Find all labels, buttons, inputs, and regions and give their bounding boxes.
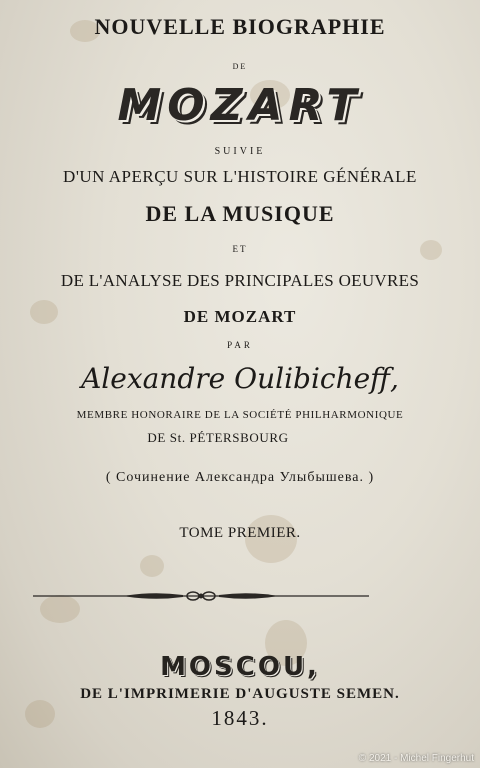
- publication-city: MOSCOU,: [160, 652, 320, 682]
- paper-stain: [140, 555, 164, 577]
- copyright-watermark: © 2021 - Michel Fingerhut: [358, 753, 474, 764]
- subtitle-de-mozart: DE MOZART: [183, 307, 297, 326]
- volume-label: TOME PREMIER.: [179, 525, 301, 541]
- author-membership: MEMBRE HONORAIRE DE LA SOCIÉTÉ PHILHARMONIQUE: [76, 409, 404, 421]
- subject-title: MOZART: [117, 80, 363, 131]
- author-city: DE St. PÉTERSBOURG: [147, 430, 289, 445]
- subtitle-apercu: D'UN APERÇU SUR L'HISTOIRE GÉNÉRALE: [63, 167, 417, 186]
- connector-et: ET: [232, 244, 248, 254]
- printer-name: DE L'IMPRIMERIE D'AUGUSTE SEMEN.: [80, 686, 400, 702]
- ornamental-divider: [33, 588, 369, 604]
- connector-par: PAR: [227, 340, 253, 350]
- subtitle-analyse: DE L'ANALYSE DES PRINCIPALES OEUVRES: [60, 271, 420, 290]
- title-line: NOUVELLE BIOGRAPHIE: [94, 14, 386, 39]
- publication-year: 1843.: [211, 706, 269, 730]
- subtitle-musique: DE LA MUSIQUE: [145, 201, 335, 226]
- russian-author-note: ( Сочинение Александра Улыбышева. ): [105, 470, 375, 485]
- author-name: Alexandre Oulibicheff,: [81, 362, 399, 395]
- connector-suivie: SUIVIE: [214, 146, 266, 157]
- connector-de: DE: [232, 62, 248, 71]
